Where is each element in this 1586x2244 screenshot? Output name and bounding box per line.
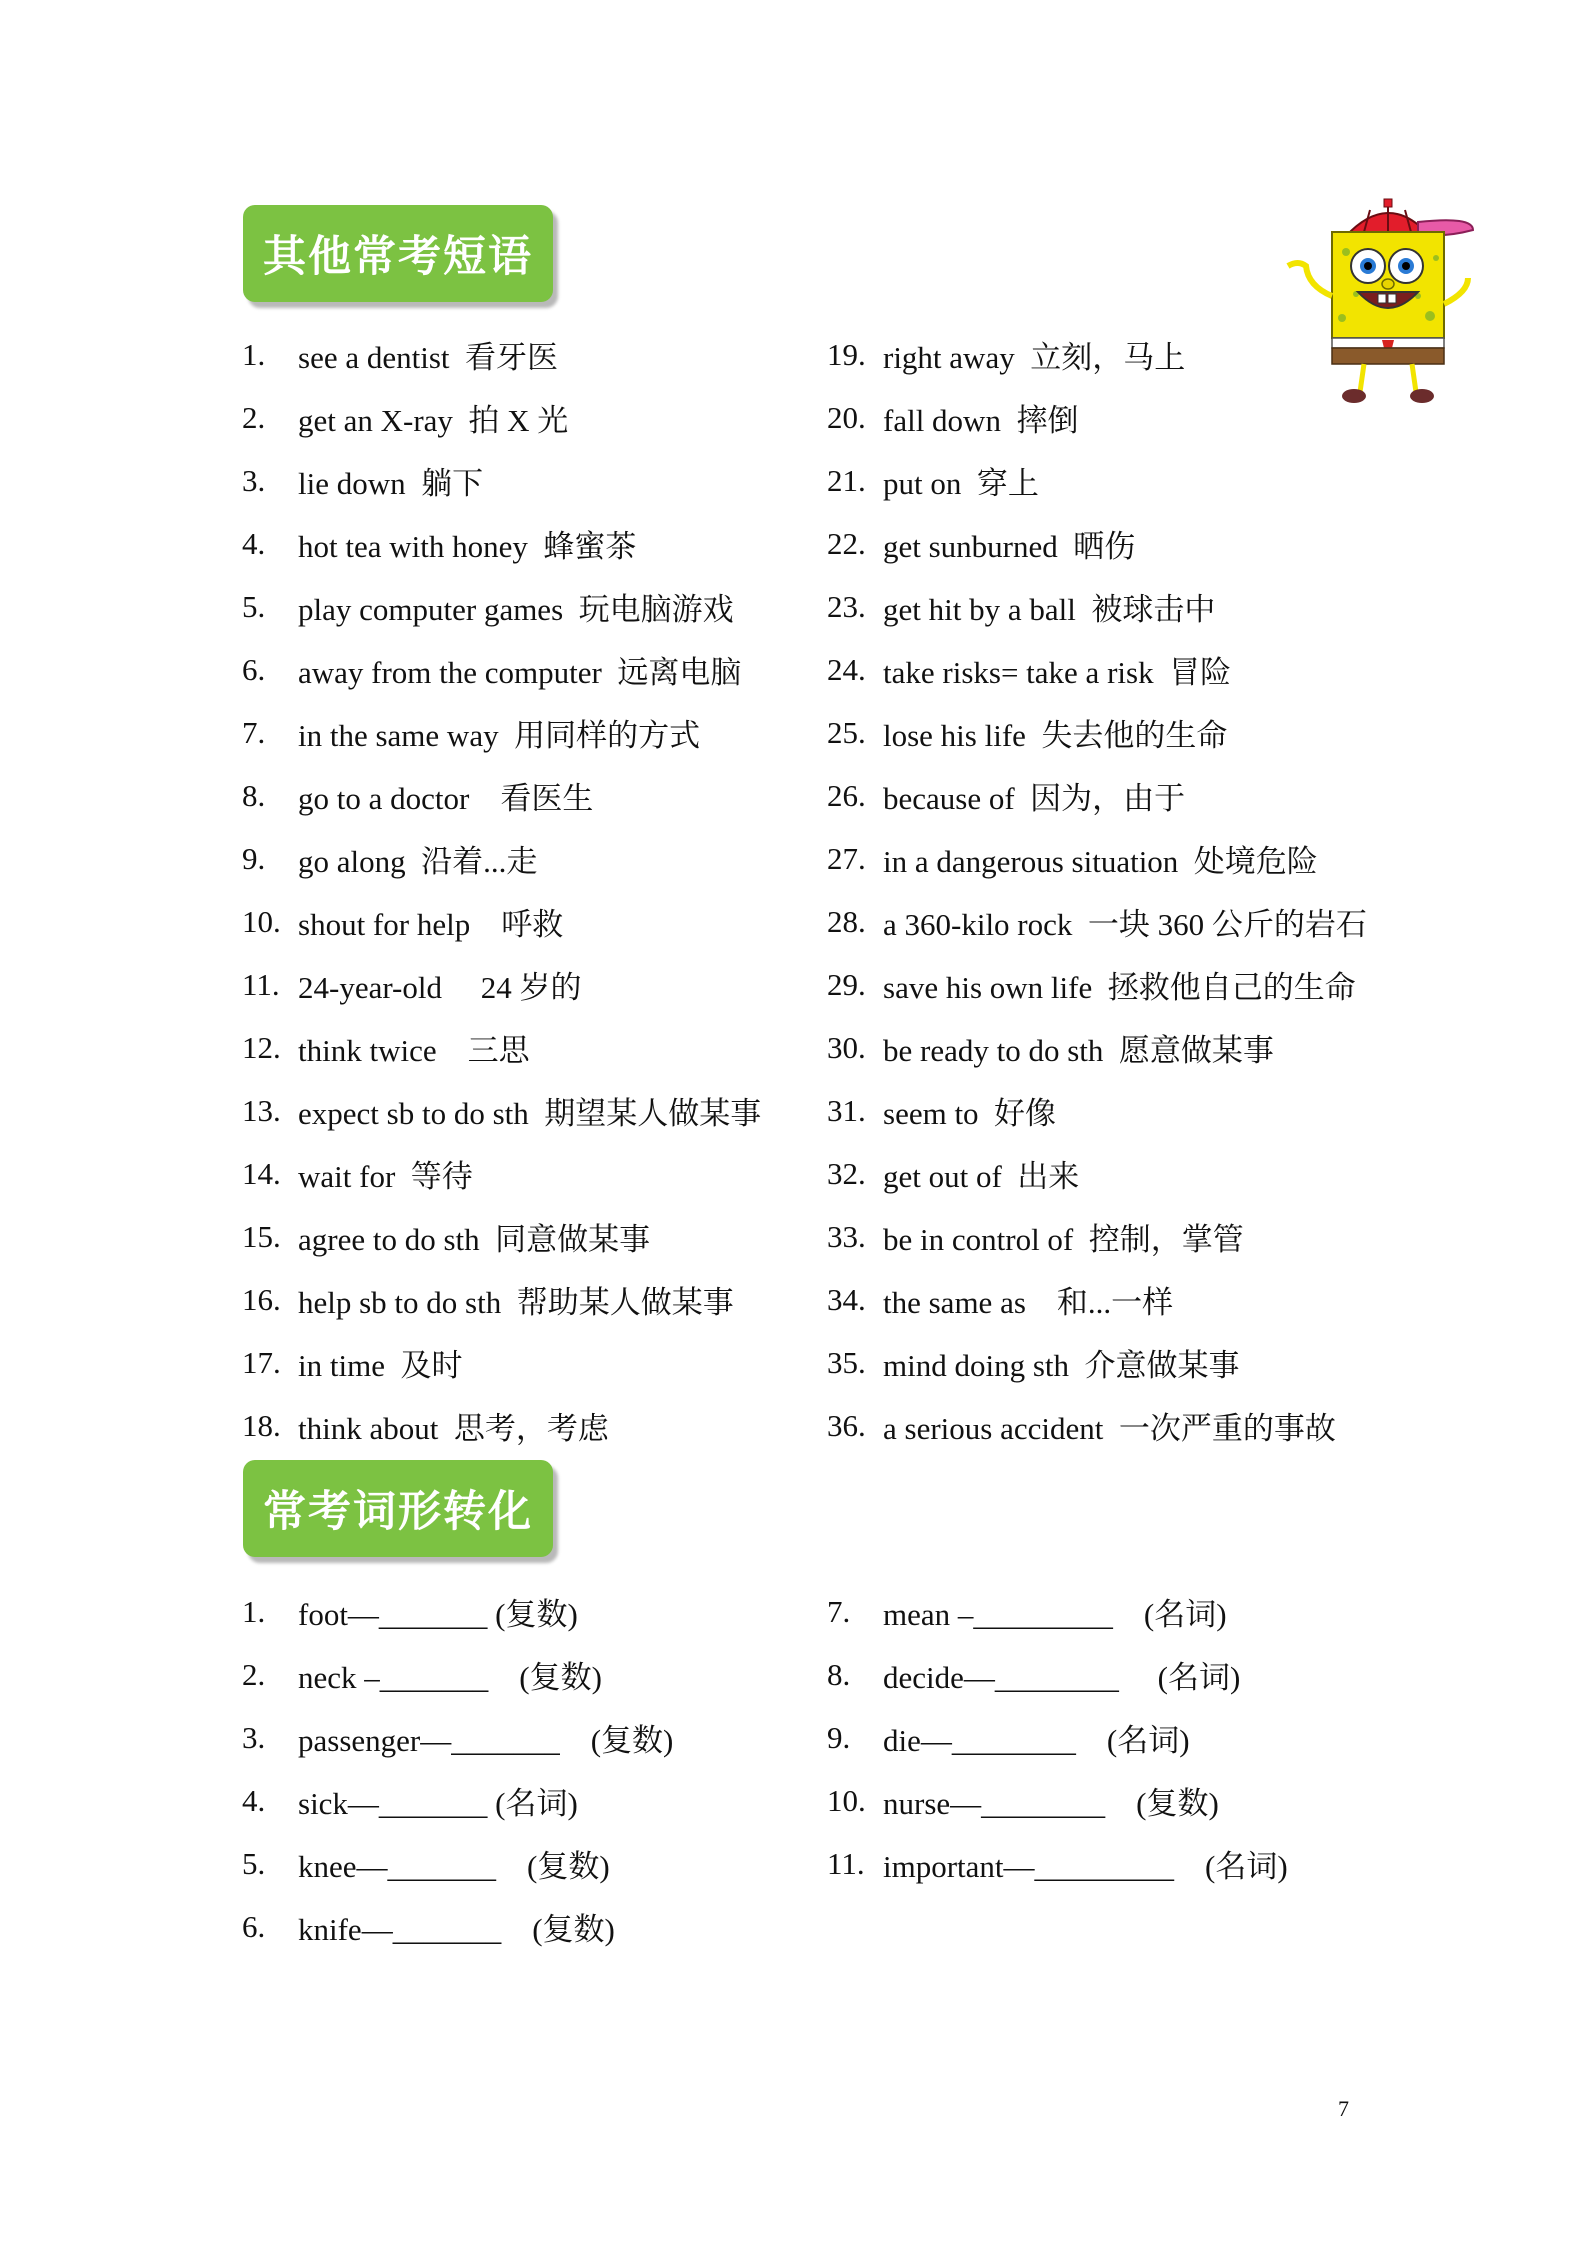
list-item bbox=[827, 575, 1372, 638]
list-item bbox=[242, 1580, 827, 1643]
list-item bbox=[827, 1331, 1372, 1394]
item-text: take risks= take a risk 冒险 bbox=[883, 655, 1232, 690]
list-item bbox=[827, 1769, 1372, 1832]
item-number: 8. bbox=[827, 1656, 851, 1692]
list-item bbox=[827, 1580, 1372, 1643]
item-text: neck –_______ (复数) bbox=[298, 1660, 602, 1695]
section-title-text: 其他常考短语 bbox=[263, 232, 533, 282]
list-item bbox=[242, 1394, 827, 1457]
item-text: agree to do sth 同意做某事 bbox=[298, 1222, 651, 1257]
item-text: in a dangerous situation 处境危险 bbox=[883, 844, 1318, 879]
item-number: 25. bbox=[827, 714, 866, 750]
list-item bbox=[242, 1331, 827, 1394]
item-number: 13. bbox=[242, 1092, 281, 1128]
item-text: important—_________ (名词) bbox=[883, 1849, 1288, 1884]
list-item bbox=[827, 1205, 1372, 1268]
list-item bbox=[827, 1832, 1372, 1895]
item-number: 10. bbox=[827, 1782, 866, 1818]
item-number: 2. bbox=[242, 399, 266, 435]
item-number: 24. bbox=[827, 651, 866, 687]
item-text: sick—_______ (名词) bbox=[298, 1786, 578, 1821]
item-text: mean –_________ (名词) bbox=[883, 1597, 1227, 1632]
list-item bbox=[827, 890, 1372, 953]
item-text: be in control of 控制，掌管 bbox=[883, 1222, 1244, 1257]
item-number: 33. bbox=[827, 1218, 866, 1254]
item-number: 3. bbox=[242, 462, 266, 498]
item-text: 24-year-old 24 岁的 bbox=[298, 970, 582, 1005]
item-text: play computer games 玩电脑游戏 bbox=[298, 592, 734, 627]
list-item bbox=[242, 827, 827, 890]
item-number: 10. bbox=[242, 903, 281, 939]
item-text: think about 思考，考虑 bbox=[298, 1411, 609, 1446]
item-number: 35. bbox=[827, 1344, 866, 1380]
list-item bbox=[242, 449, 827, 512]
item-text: knife—_______ (复数) bbox=[298, 1912, 615, 1947]
item-text: passenger—_______ (复数) bbox=[298, 1723, 674, 1758]
list-item bbox=[827, 1079, 1372, 1142]
list-item bbox=[827, 1016, 1372, 1079]
item-number: 6. bbox=[242, 651, 266, 687]
list-item bbox=[242, 386, 827, 449]
list-item bbox=[827, 1706, 1372, 1769]
item-text: save his own life 拯救他自己的生命 bbox=[883, 970, 1356, 1005]
item-text: in time 及时 bbox=[298, 1348, 463, 1383]
item-text: get hit by a ball 被球击中 bbox=[883, 592, 1216, 627]
item-text: hot tea with honey 蜂蜜茶 bbox=[298, 529, 637, 564]
item-text: get out of 出来 bbox=[883, 1159, 1080, 1194]
item-number: 19. bbox=[827, 336, 866, 372]
item-text: seem to 好像 bbox=[883, 1096, 1057, 1131]
list-item bbox=[242, 1268, 827, 1331]
item-number: 11. bbox=[242, 966, 280, 1002]
item-number: 28. bbox=[827, 903, 866, 939]
list-item bbox=[242, 701, 827, 764]
item-text: think twice 三思 bbox=[298, 1033, 530, 1068]
item-number: 20. bbox=[827, 399, 866, 435]
item-number: 30. bbox=[827, 1029, 866, 1065]
list-item bbox=[827, 638, 1372, 701]
item-text: knee—_______ (复数) bbox=[298, 1849, 610, 1884]
item-number: 15. bbox=[242, 1218, 281, 1254]
item-text: be ready to do sth 愿意做某事 bbox=[883, 1033, 1274, 1068]
item-text: mind doing sth 介意做某事 bbox=[883, 1348, 1240, 1383]
section-title-text: 常考词形转化 bbox=[263, 1487, 533, 1537]
item-text: the same as 和...一样 bbox=[883, 1285, 1174, 1320]
item-text: right away 立刻，马上 bbox=[883, 340, 1186, 375]
list-item bbox=[242, 953, 827, 1016]
item-text: foot—_______ (复数) bbox=[298, 1597, 578, 1632]
list-item bbox=[827, 449, 1372, 512]
item-number: 26. bbox=[827, 777, 866, 813]
list-item bbox=[827, 512, 1372, 575]
list-item bbox=[242, 638, 827, 701]
item-number: 8. bbox=[242, 777, 266, 813]
item-text: a serious accident 一次严重的事故 bbox=[883, 1411, 1336, 1446]
item-text: get sunburned 晒伤 bbox=[883, 529, 1136, 564]
item-text: expect sb to do sth 期望某人做某事 bbox=[298, 1096, 762, 1131]
list-item bbox=[242, 1205, 827, 1268]
item-text: go to a doctor 看医生 bbox=[298, 781, 594, 816]
list-item bbox=[242, 1769, 827, 1832]
item-number: 27. bbox=[827, 840, 866, 876]
item-text: fall down 摔倒 bbox=[883, 403, 1079, 438]
list-item bbox=[242, 1643, 827, 1706]
list-item bbox=[242, 575, 827, 638]
item-number: 3. bbox=[242, 1719, 266, 1755]
item-number: 12. bbox=[242, 1029, 281, 1065]
list-item bbox=[827, 764, 1372, 827]
section-title-word-forms bbox=[243, 1460, 553, 1557]
item-number: 7. bbox=[242, 714, 266, 750]
item-number: 14. bbox=[242, 1155, 281, 1191]
item-text: see a dentist 看牙医 bbox=[298, 340, 559, 375]
item-number: 4. bbox=[242, 1782, 266, 1818]
item-number: 9. bbox=[242, 840, 266, 876]
item-text: in the same way 用同样的方式 bbox=[298, 718, 701, 753]
item-number: 7. bbox=[827, 1593, 851, 1629]
list-item bbox=[242, 1142, 827, 1205]
list-item bbox=[242, 323, 827, 386]
list-item bbox=[827, 953, 1372, 1016]
item-text: wait for 等待 bbox=[298, 1159, 473, 1194]
list-item bbox=[827, 1643, 1372, 1706]
word-form-list bbox=[242, 1580, 1372, 1958]
item-text: lose his life 失去他的生命 bbox=[883, 718, 1228, 753]
item-number: 1. bbox=[242, 336, 266, 372]
item-number: 21. bbox=[827, 462, 866, 498]
item-number: 5. bbox=[242, 588, 266, 624]
list-item bbox=[242, 512, 827, 575]
list-item bbox=[242, 890, 827, 953]
item-text: nurse—________ (复数) bbox=[883, 1786, 1219, 1821]
item-text: help sb to do sth 帮助某人做某事 bbox=[298, 1285, 734, 1320]
list-item bbox=[827, 1394, 1372, 1457]
cartoon-character-icon bbox=[1268, 196, 1488, 406]
item-text: away from the computer 远离电脑 bbox=[298, 655, 742, 690]
list-item bbox=[242, 1079, 827, 1142]
list-item bbox=[827, 1268, 1372, 1331]
item-number: 16. bbox=[242, 1281, 281, 1317]
item-number: 5. bbox=[242, 1845, 266, 1881]
section-title-phrases bbox=[243, 205, 553, 302]
phrase-list bbox=[242, 323, 1372, 1457]
item-number: 1. bbox=[242, 1593, 266, 1629]
list-item bbox=[242, 764, 827, 827]
item-number: 31. bbox=[827, 1092, 866, 1128]
item-number: 29. bbox=[827, 966, 866, 1002]
item-number: 32. bbox=[827, 1155, 866, 1191]
item-number: 23. bbox=[827, 588, 866, 624]
item-text: put on 穿上 bbox=[883, 466, 1039, 501]
item-text: go along 沿着...走 bbox=[298, 844, 538, 879]
list-item bbox=[242, 1706, 827, 1769]
item-number: 11. bbox=[827, 1845, 865, 1881]
list-item bbox=[827, 701, 1372, 764]
page-number: 7 bbox=[1338, 2096, 1349, 2121]
list-item bbox=[827, 1142, 1372, 1205]
list-item bbox=[242, 1895, 827, 1958]
list-item bbox=[242, 1016, 827, 1079]
item-text: lie down 躺下 bbox=[298, 466, 484, 501]
item-text: die—________ (名词) bbox=[883, 1723, 1190, 1758]
list-item bbox=[242, 1832, 827, 1895]
item-text: because of 因为，由于 bbox=[883, 781, 1186, 816]
item-number: 6. bbox=[242, 1908, 266, 1944]
item-number: 18. bbox=[242, 1407, 281, 1443]
item-number: 17. bbox=[242, 1344, 281, 1380]
item-number: 22. bbox=[827, 525, 866, 561]
item-number: 36. bbox=[827, 1407, 866, 1443]
item-number: 4. bbox=[242, 525, 266, 561]
item-text: get an X-ray 拍 X 光 bbox=[298, 403, 569, 438]
item-number: 2. bbox=[242, 1656, 266, 1692]
item-text: a 360-kilo rock 一块 360 公斤的岩石 bbox=[883, 907, 1367, 942]
item-text: shout for help 呼救 bbox=[298, 907, 564, 942]
item-number: 9. bbox=[827, 1719, 851, 1755]
list-item bbox=[827, 827, 1372, 890]
item-text: decide—________ (名词) bbox=[883, 1660, 1241, 1695]
item-number: 34. bbox=[827, 1281, 866, 1317]
